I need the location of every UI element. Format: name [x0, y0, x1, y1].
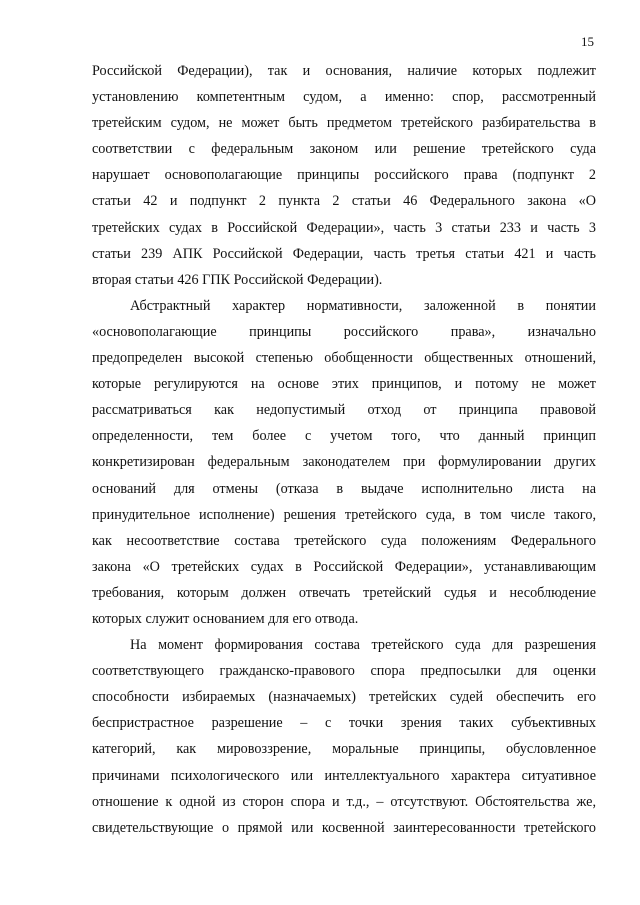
text-line: третейских судах в Российской Федерации», часть 3 статьи 233 и часть 3 — [92, 219, 596, 236]
text-line: установлению компетентным судом, а именно: спор, рассмотренный — [92, 89, 596, 106]
text-line: вторая статьи 426 ГПК Российской Федерации). — [92, 271, 383, 288]
paragraph — [92, 632, 596, 841]
text-line: третейским судом, не может быть предметом третейского разбирательства в — [92, 115, 596, 132]
text-line: нарушает основополагающие принципы российского права (подпункт 2 — [92, 167, 596, 184]
text-line: категорий, как мировоззрение, моральные принципы, обусловленное — [92, 741, 596, 758]
text-line: беспристрастное разрешение – с точки зрения таких субъективных — [92, 715, 596, 732]
text-line: требования, которым должен отвечать третейский судья и несоблюдение — [92, 584, 596, 601]
text-line: соответствующего гражданско-правового спора предпосылки для оценки — [92, 663, 596, 680]
text-line: конкретизирован федеральным законодателем при формулировании других — [92, 454, 596, 471]
text-line: причинами психологического или интеллектуального характера ситуативное — [92, 767, 596, 784]
text-line: статьи 42 и подпункт 2 пункта 2 статьи 46 Федерального закона «О — [92, 193, 596, 210]
text-line: предопределен высокой степенью обобщенности общественных отношений, — [92, 350, 596, 367]
text-line: способности избираемых (назначаемых) третейских судей обеспечить его — [92, 689, 596, 706]
document-body — [92, 58, 596, 841]
text-line: оснований для отмены (отказа в выдаче исполнительно листа на — [92, 480, 596, 497]
text-line: На момент формирования состава третейского суда для разрешения — [130, 637, 596, 654]
text-line: определенности, тем более с учетом того, что данный принцип — [92, 428, 596, 445]
page-number: 15 — [581, 34, 594, 49]
text-line: свидетельствующие о прямой или косвенной заинтересованности третейского — [92, 819, 596, 836]
text-line: статьи 239 АПК Российской Федерации, часть третья статьи 421 и часть — [92, 245, 596, 262]
text-line: отношение к одной из сторон спора и т.д., – отсутствуют. Обстоятельства же, — [92, 793, 596, 810]
text-line: принудительное исполнение) решения третейского суда, в том числе такого, — [92, 506, 596, 523]
text-line: которых служит основанием для его отвода. — [92, 610, 359, 627]
paragraph — [92, 293, 596, 632]
text-line: Российской Федерации), так и основания, наличие которых подлежит — [92, 63, 596, 79]
text-line: закона «О третейских судах в Российской Федерации», устанавливающим — [92, 558, 596, 575]
text-line: Абстрактный характер нормативности, заложенной в понятии — [130, 297, 596, 314]
text-line: соответствии с федеральным законом или решение третейского суда — [92, 141, 596, 158]
text-line: как несоответствие состава третейского суда положениям Федерального — [92, 532, 596, 549]
text-line: рассматриваться как недопустимый отход от принципа правовой — [92, 402, 596, 419]
paragraph — [92, 58, 596, 293]
text-line: которые регулируются на основе этих принципов, и потому не может — [92, 376, 596, 393]
text-line: «основополагающие принципы российского права», изначально — [92, 323, 596, 340]
